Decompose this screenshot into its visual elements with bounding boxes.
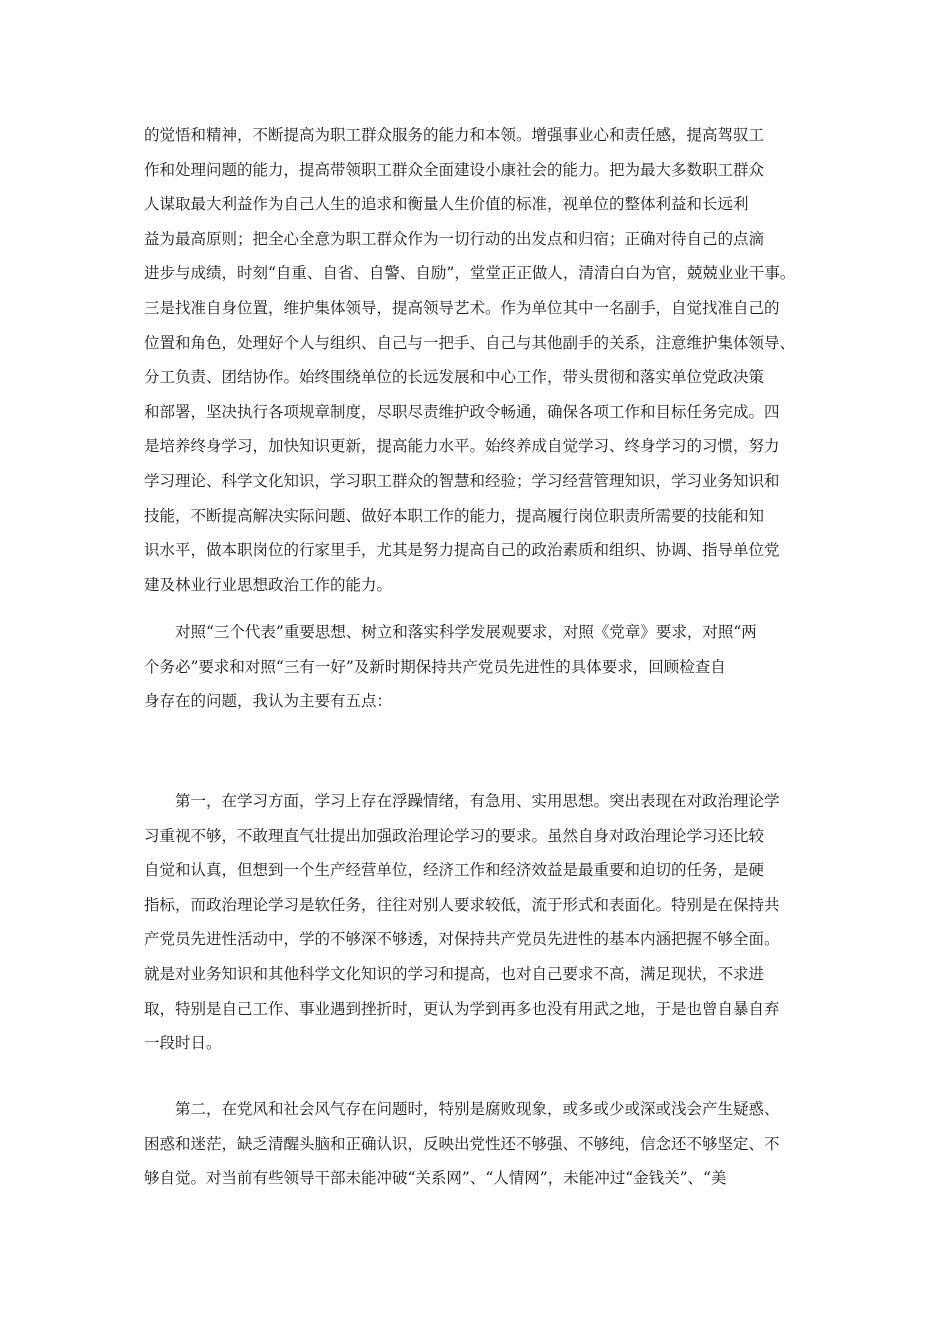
text-line: 指标，而政治理论学习是软任务，往往对别人要求较低，流于形式和表面化。特别是在保持共: [144, 895, 780, 914]
text-line: 人谋取最大利益作为自己人生的追求和衡量人生价值的标准，视单位的整体利益和长远利: [144, 195, 749, 214]
paragraph-2: [144, 615, 824, 719]
paragraph-3: [144, 784, 824, 1061]
text-line: 就是对业务知识和其他科学文化知识的学习和提高，也对自己要求不高，满足现状，不求进: [144, 964, 765, 983]
text-line: 是培养终身学习，加快知识更新，提高能力水平。始终养成自觉学习、终身学习的习惯，努力: [144, 437, 780, 456]
text-line: 第二，在党风和社会风气存在问题时，特别是腐败现象，或多或少或深或浅会产生疑惑、: [144, 1100, 780, 1118]
text-line: 分工负责、团结协作。始终围绕单位的长远发展和中心工作，带头贯彻和落实单位党政决策: [144, 368, 765, 387]
text-line: 的觉悟和精神，不断提高为职工群众服务的能力和本领。增强事业心和责任感，提高驾驭工: [144, 126, 765, 144]
text-line: 第一，在学习方面，学习上存在浮躁情绪，有急用、实用思想。突出表现在对政治理论学: [144, 792, 780, 810]
text-line: 作和处理问题的能力，提高带领职工群众全面建设小康社会的能力。把为最大多数职工群众: [144, 160, 765, 179]
text-line: 三是找准自身位置，维护集体领导，提高领导艺术。作为单位其中一名副手，自觉找准自己的: [144, 298, 780, 317]
text-line: 进步与成绩，时刻“自重、自省、自警、自励”，堂堂正正做人，清清白白为官，兢兢业业干事。: [144, 264, 796, 283]
paragraph-1: [144, 118, 824, 602]
text-line: 对照“三个代表”重要思想、树立和落实科学发展观要求，对照《党章》要求，对照“两: [144, 623, 757, 641]
text-line: 够自觉。对当前有些领导干部未能冲破“关系网”、“人情网”，未能冲过“金钱关”、“美: [144, 1169, 727, 1188]
text-line: 和部署，坚决执行各项规章制度，尽职尽责维护政令畅通，确保各项工作和目标任务完成。四: [144, 402, 780, 421]
text-line: 学习理论、科学文化知识，学习职工群众的智慧和经验；学习经营管理知识，学习业务知识和: [144, 471, 780, 490]
text-line: 位置和角色，处理好个人与组织、自己与一把手、自己与其他副手的关系，注意维护集体领导、: [144, 333, 796, 352]
text-line: 益为最高原则；把全心全意为职工群众作为一切行动的出发点和归宿；正确对待自己的点滴: [144, 229, 765, 248]
text-line: 一段时日。: [144, 1034, 222, 1053]
text-line: 产党员先进性活动中，学的不够深不够透，对保持共产党员先进性的基本内涵把握不够全面。: [144, 930, 780, 949]
text-line: 取，特别是自己工作、事业遇到挫折时，更认为学到再多也没有用武之地，于是也曾自暴自弃: [144, 999, 780, 1018]
text-line: 习重视不够，不敢理直气壮提出加强政治理论学习的要求。虽然自身对政治理论学习还比较: [144, 826, 765, 845]
text-line: 身存在的问题，我认为主要有五点：: [144, 692, 393, 711]
text-line: 建及林业行业思想政治工作的能力。: [144, 575, 393, 594]
paragraph-4: [144, 1092, 824, 1196]
text-line: 自觉和认真，但想到一个生产经营单位，经济工作和经济效益是最重要和迫切的任务，是硬: [144, 861, 765, 880]
text-line: 个务必”要求和对照“三有一好”及新时期保持共产党员先进性的具体要求，回顾检查自: [144, 657, 726, 676]
text-line: 识水平，做本职岗位的行家里手，尤其是努力提高自己的政治素质和组织、协调、指导单位党: [144, 541, 780, 560]
text-line: 技能，不断提高解决实际问题、做好本职工作的能力，提高履行岗位职责所需要的技能和知: [144, 506, 765, 525]
text-line: 困惑和迷茫，缺乏清醒头脑和正确认识，反映出党性还不够强、不够纯，信念还不够坚定、不: [144, 1134, 780, 1153]
